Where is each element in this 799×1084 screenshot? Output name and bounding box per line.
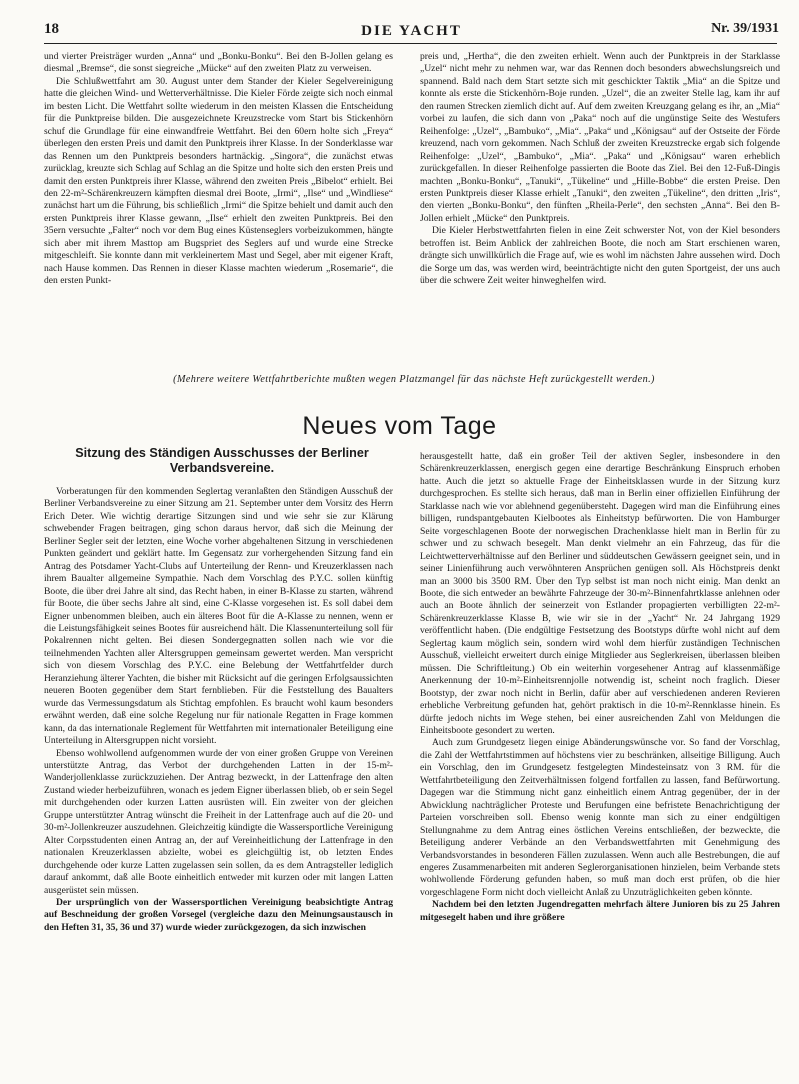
paragraph: Ebenso wohlwollend aufgenommen wurde der von einer großen Gruppe von Vereinen unterstützte Antrag, das Verbot der durchgehenden Latten in der 15-m²-Wanderjollenklasse zurückzuziehen. Der Antrag bezweckt, in der Lattenfrage den alten Zustand wieder herbeizuführen, wonach es jedem Eigner überlassen blieb, ob er sein Segel mit durchgehenden oder kurzen Latten ausrüsten will. Ein zweiter von der gleichen Gruppe unterstützter Antrag wünscht die Freiheit in der Lattenfrage auch auf die 20- und 30-m²-Jollenkreuzer auszudehnen. Gleichzeitig kündigte die Wassersportliche Vereinigung Alter Corpsstudenten einen Antrag an, der auf Vereinheitlichung der Lattenfrage in den nationalen Kreuzerklassen abzielte, wobei es gleichgültig ist, ob letzten Endes durchgehende oder kurze Latten zugelassen sein sollen, da es dem Antragsteller lediglich darauf ankommt, daß alle Boote einheitlich entweder mit kurzen oder mit langen Latten ausgerüstet sein müssen. — [44, 747, 393, 896]
section-title: Neues vom Tage — [302, 412, 497, 440]
race-report-right-column — [420, 51, 780, 288]
paragraph: Nachdem bei den letzten Jugendregatten mehrfach ältere Junioren bis zu 25 Jahren mitgesegelt haben und ihre größere — [420, 899, 780, 923]
editorial-note: (Mehrere weitere Wettfahrtberichte mußten wegen Platzmangel für das nächste Heft zurückgestellt werden.) — [173, 374, 655, 385]
paragraph: Die Schlußwettfahrt am 30. August unter dem Stander der Kieler Segelvereinigung hatte die gleichen Wind- und Wetterverhältnisse. Die Kieler Förde zeigte sich noch einmal im besten Licht. Die Wettfahrt sollte wiederum in den meisten Klassen die Entscheidung für die Punktpreise bilden. Die ausgezeichnete Kreuzstrecke vom Start bis Stickenhörn schuf die Grundlage für eine einwandfreie Wettfahrt. Bei den 60ern holte sich „Freya“ überlegen den ersten Preis und damit den Punktpreis ihrer Klasse. In der Sonderklasse war das Rennen um den Punktpreis besonders hartnäckig. „Singora“, die zunächst etwas zurücklag, kreuzte sich Schlag auf Schlag an die Spitze und holte sich den ersten Preis und damit den ersten Punktpreis ihrer Klasse, während den zweiten Preis „Bibelot“ erhielt. Bei den 22-m²-Schärenkreuzern kämpften diesmal drei Boote, „Irmi“, „Ilse“ und „Windliese“ zunächst hart um die Führung, bis schließlich „Irmi“ die Spitze behielt und damit auch den ersten Punktpreis ihrer Klasse gewann, „Ilse“ erhielt den zweiten Punktpreis. Bei den 35ern versuchte „Falter“ noch vor dem Bug eines Küstenseglers vorbeizukommen, hängte sich aber mit ihrem Masttop am Bugspriet des Seglers auf und wurde eine Strecke mitgeschleift. Sie konnte dann mit verkleinertem Mast und Segel, aber mit eigener Kraft, nach Hause kommen. Das Rennen in dieser Klasse machten wiederum „Rosemarie“, die den ersten Punkt- — [44, 75, 393, 287]
paragraph: Der ursprünglich von der Wassersportlichen Vereinigung beabsichtigte Antrag auf Beschneidung der großen Vorsegel (vergleiche dazu den Meinungsaustausch in den Heften 31, 35, 36 und 37) wurde wieder zurückgezogen, da sich inzwischen — [44, 896, 393, 933]
paragraph: preis und, „Hertha“, die den zweiten erhielt. Wenn auch der Punktpreis in der Starklasse „Uzel“ nicht mehr zu nehmen war, war das Rennen doch besonders abwechslungsreich und spannend. Bald nach dem Start setzte sich mit geschickter Taktik „Mia“ an die Spitze und konnte als erste die Stickenhörn-Boje runden. „Uzel“, die an zweiter Stelle lag, kam ihr auf den raumen Strecken ziemlich dicht auf. Auf dem zweiten Kreuzgang gelang es ihr, an „Mia“ vorbei zu laufen, die sich dann von „Paka“ noch auf die ungünstige Seite des Westufers Reihenfolge: „Uzel“, „Bambuko“, „Mia“. „Paka“ und „Königsau“ auf der Ostseite der Förde kreuzend, nach vorn gekommen. Nach Schluß der zweiten Kreuzstrecke ergab sich folgende Reihenfolge: „Uzel“, „Bambuko“, „Mia“. „Paka“ und „Königsau“ waren erheblich zurückgefallen. In dieser Reihenfolge passierten die Boote das Ziel. Bei den 12-Fuß-Dingis machten „Bonku-Bonku“, „Tanuki“, „Tükeline“ und „Hille-Bobbe“ die ersten Preise. Den ersten Punktpreis dieser Klasse erhielt „Tanuki“, den zweiten „Tükeline“, den dritten „Iris“, den vierten „Bonku-Bonku“, den fünften „Rheila-Perle“, den sechsten „Anna“. Bei den B-Jollen erhielt „Mücke“ den Punktpreis. — [420, 51, 780, 224]
paragraph: und vierter Preisträger wurden „Anna“ und „Bonku-Bonku“. Bei den B-Jollen gelang es diesmal „Bremse“, die sonst siegreiche „Mücke“ auf den zweiten Platz zu verweisen. — [44, 51, 393, 75]
paragraph: Vorberatungen für den kommenden Seglertag veranlaßten den Ständigen Ausschuß der Berliner Verbandsvereine zu einer Sitzung am 21. September unter dem Vorsitz des Herrn Erich Deter. Wie wichtig derartige Sitzungen sind und wie sehr sie zur Klärung schwebender Fragen beitragen, ging schon daraus hervor, daß sich die Meinung der Berliner Segler seit der letzten, eine Woche vorher abgehaltenen Sitzung in verschiedenen Punkten geändert und geklärt hatte. Im Gegensatz zur vorhergehenden Sitzung fand ein Antrag des Potsdamer Yacht-Clubs auf Unterteilung der Renn- und Kreuzerklassen nach ihrem Baualter allgemeine Sympathie. Nach dem Vorschlag des P.Y.C. sollen künftig Boote, die über drei Jahre alt sind, das Recht haben, in einer B-Klasse zu starten, während für Boote, die über sechs Jahre alt sind, eine C-Klasse vorgesehen ist. Es soll dabei dem Eigner unbenommen bleiben, auch ein älteres Boot für die A-Klasse zu nennen, wenn er die Leistungsfähigkeit seines Bootes für ausreichend hält. Die Klassenunterteilung soll für Pokalrennen nicht gelten. Bei diesen Sondergegnatten sollen nach wie vor die teilnehmenden Yachten aller Altersgruppen gemeinsam gewertet werden. Man verspricht sich von diesem Vorschlag des P.Y.C. eine Belebung der Wettfahrtfelder durch Heranziehung älterer Yachten, die bisher mit Rücksicht auf die geringen Erfolgsaussichten neueren Booten gegenüber dem Start fernblieben. Für die Feststellung des Baualters wurde das Vermessungsdatum als Stichtag empfohlen. Es braucht wohl kaum besonders erwähnt werden, daß eine solche Regelung nur für nationale Regatten in Frage kommen kann, da das internationale Reglement für Wettfahrten mit internationaler Beteiligung eine Unterteilung in Altersgruppen nicht vorsieht. — [44, 486, 393, 747]
article-right-column — [420, 451, 780, 924]
issue-number: Nr. 39/1931 — [711, 21, 779, 36]
article-left-column — [44, 486, 393, 934]
header-rule — [44, 43, 777, 44]
journal-title: DIE YACHT — [361, 23, 462, 39]
paragraph: herausgestellt hatte, daß ein großer Teil der aktiven Segler, insbesondere in den Schärenkreuzerklassen, energisch gegen eine derartige Beschränkung Einspruch erhoben hatte. Auch die jetzt so aktuelle Frage der Einheitsklassen wurde in der Sitzung kurz durchgesprochen. Es stellte sich heraus, daß man in Berlin einer offiziellen Einführung der Starklasse nach wie vor ablehnend gegenübersteht. Dagegen wird man die Einführung eines billigen, rundspantgebauten Kielbootes als Einheitstyp befürworten. Die von Hamburger Seite vorgeschlagenen Boote der norwegischen Drachenklasse hielt man in Berlin für zu schwer und zu schwach besegelt. Man denkt vielmehr an ein Fahrzeug, das für die Leichtwetterverhältnisse auf den Berliner und süddeutschen Gewässern geeignet sein, und in seiner Linienführung auch verwöhnteren Ansprüchen genügen soll. Als Höchstpreis denkt man an 3000 bis 3500 RM. Über den Typ selbst ist man noch nicht einig. Man denkt an Boote, die sich entweder an bewährte Fahrzeuge der 30-m²-Binnenfahrtklasse anlehnen oder auch an Boote ähnlich der seinerzeit von Estlander propagierten verbilligten 22-m²-Schärenkreuzerklasse Klasse B, wie wir sie in der „Yacht“ Nr. 24 Jahrgang 1929 veröffentlicht haben. (Die endgültige Festsetzung des Bootstyps dürfte wohl nicht auf dem Seglertag kaum möglich sein, sondern wird wohl dem hierfür zuständigen Technischen Ausschuß, vielleicht erweitert durch einige Mitglieder aus Seglerkreisen, überlassen bleiben müssen. Die Schriftleitung.) Ob ein weiterhin vorgesehener Antrag auf klassenmäßige Anerkennung der 10-m²-Einheitsrennjolle notwendig ist, scheint noch fraglich. Dieser Bootstyp, der zwar noch nicht in Berlin, dafür aber auf verschiedenen anderen Revieren erhebliche Verbreitung gefunden hat, gehört praktisch in die 10-m²-Rennklasse hinein. Es dürfte jedoch nichts im Wege stehen, bei einer ausreichenden Zahl von Meldungen die Einheitsboote gesondert zu werten. — [420, 451, 780, 736]
article-title: Sitzung des Ständigen Ausschusses der Berliner Verbandsvereine. — [75, 446, 369, 475]
paragraph: Die Kieler Herbstwettfahrten fielen in eine Zeit schwerster Not, von der Kiel besonders betroffen ist. Beim Anblick der zahlreichen Boote, die noch am Start erschienen waren, drängte sich unwillkürlich die Frage auf, wie es wohl im nächsten Jahre aussehen wird. Doch die Sorge um das, was werden wird, beeinträchtigte nicht den guten Sportgeist, der uns auch über die schwere Zeit weiter hinweghelfen wird. — [420, 225, 780, 287]
race-report-left-column — [44, 51, 393, 288]
page-header — [44, 21, 779, 43]
page-number: 18 — [44, 21, 59, 37]
paragraph: Auch zum Grundgesetz liegen einige Abänderungswünsche vor. So fand der Vorschlag, die Zahl der Wettfahrtstimmen auf höchstens vier zu beschränken, allseitige Billigung. Auch ein Vorschlag, den im Grundgesetz festgelegten Mindesteinsatz von 3 RM. für die Wettfahrtbeteiligung den Zeitverhältnissen folgend fortfallen zu lassen, fand Befürwortung. Dagegen war die Stimmung nicht ganz einheitlich einem Antrag gegenüber, der in der Abwicklung nachträglicher Proteste und Berufungen eine befristete Benachrichtigung der Parteien vorschreiben soll. Ebenso wenig konnte man sich zu einer endgültigen Stellungnahme zu dem Antrag eines östlichen Vereins entschließen, der bezweckte, die Beteiligung anderer Verbände an den Verbandswettfahrten mit Genehmigung des Verbandsvorstandes in besonderen Fällen zuzulassen. Wenn auch alle Bestrebungen, die auf engeres Zusammenarbeiten mit anderen Seglerorganisationen hinzielen, beim Verbande stets wohlwollende Förderung gefunden haben, so muß man doch erst prüfen, ob die hier vorgeschlagene Form nicht doch vielleicht Anlaß zu Unzuträglichkeiten geben könnte. — [420, 737, 780, 898]
